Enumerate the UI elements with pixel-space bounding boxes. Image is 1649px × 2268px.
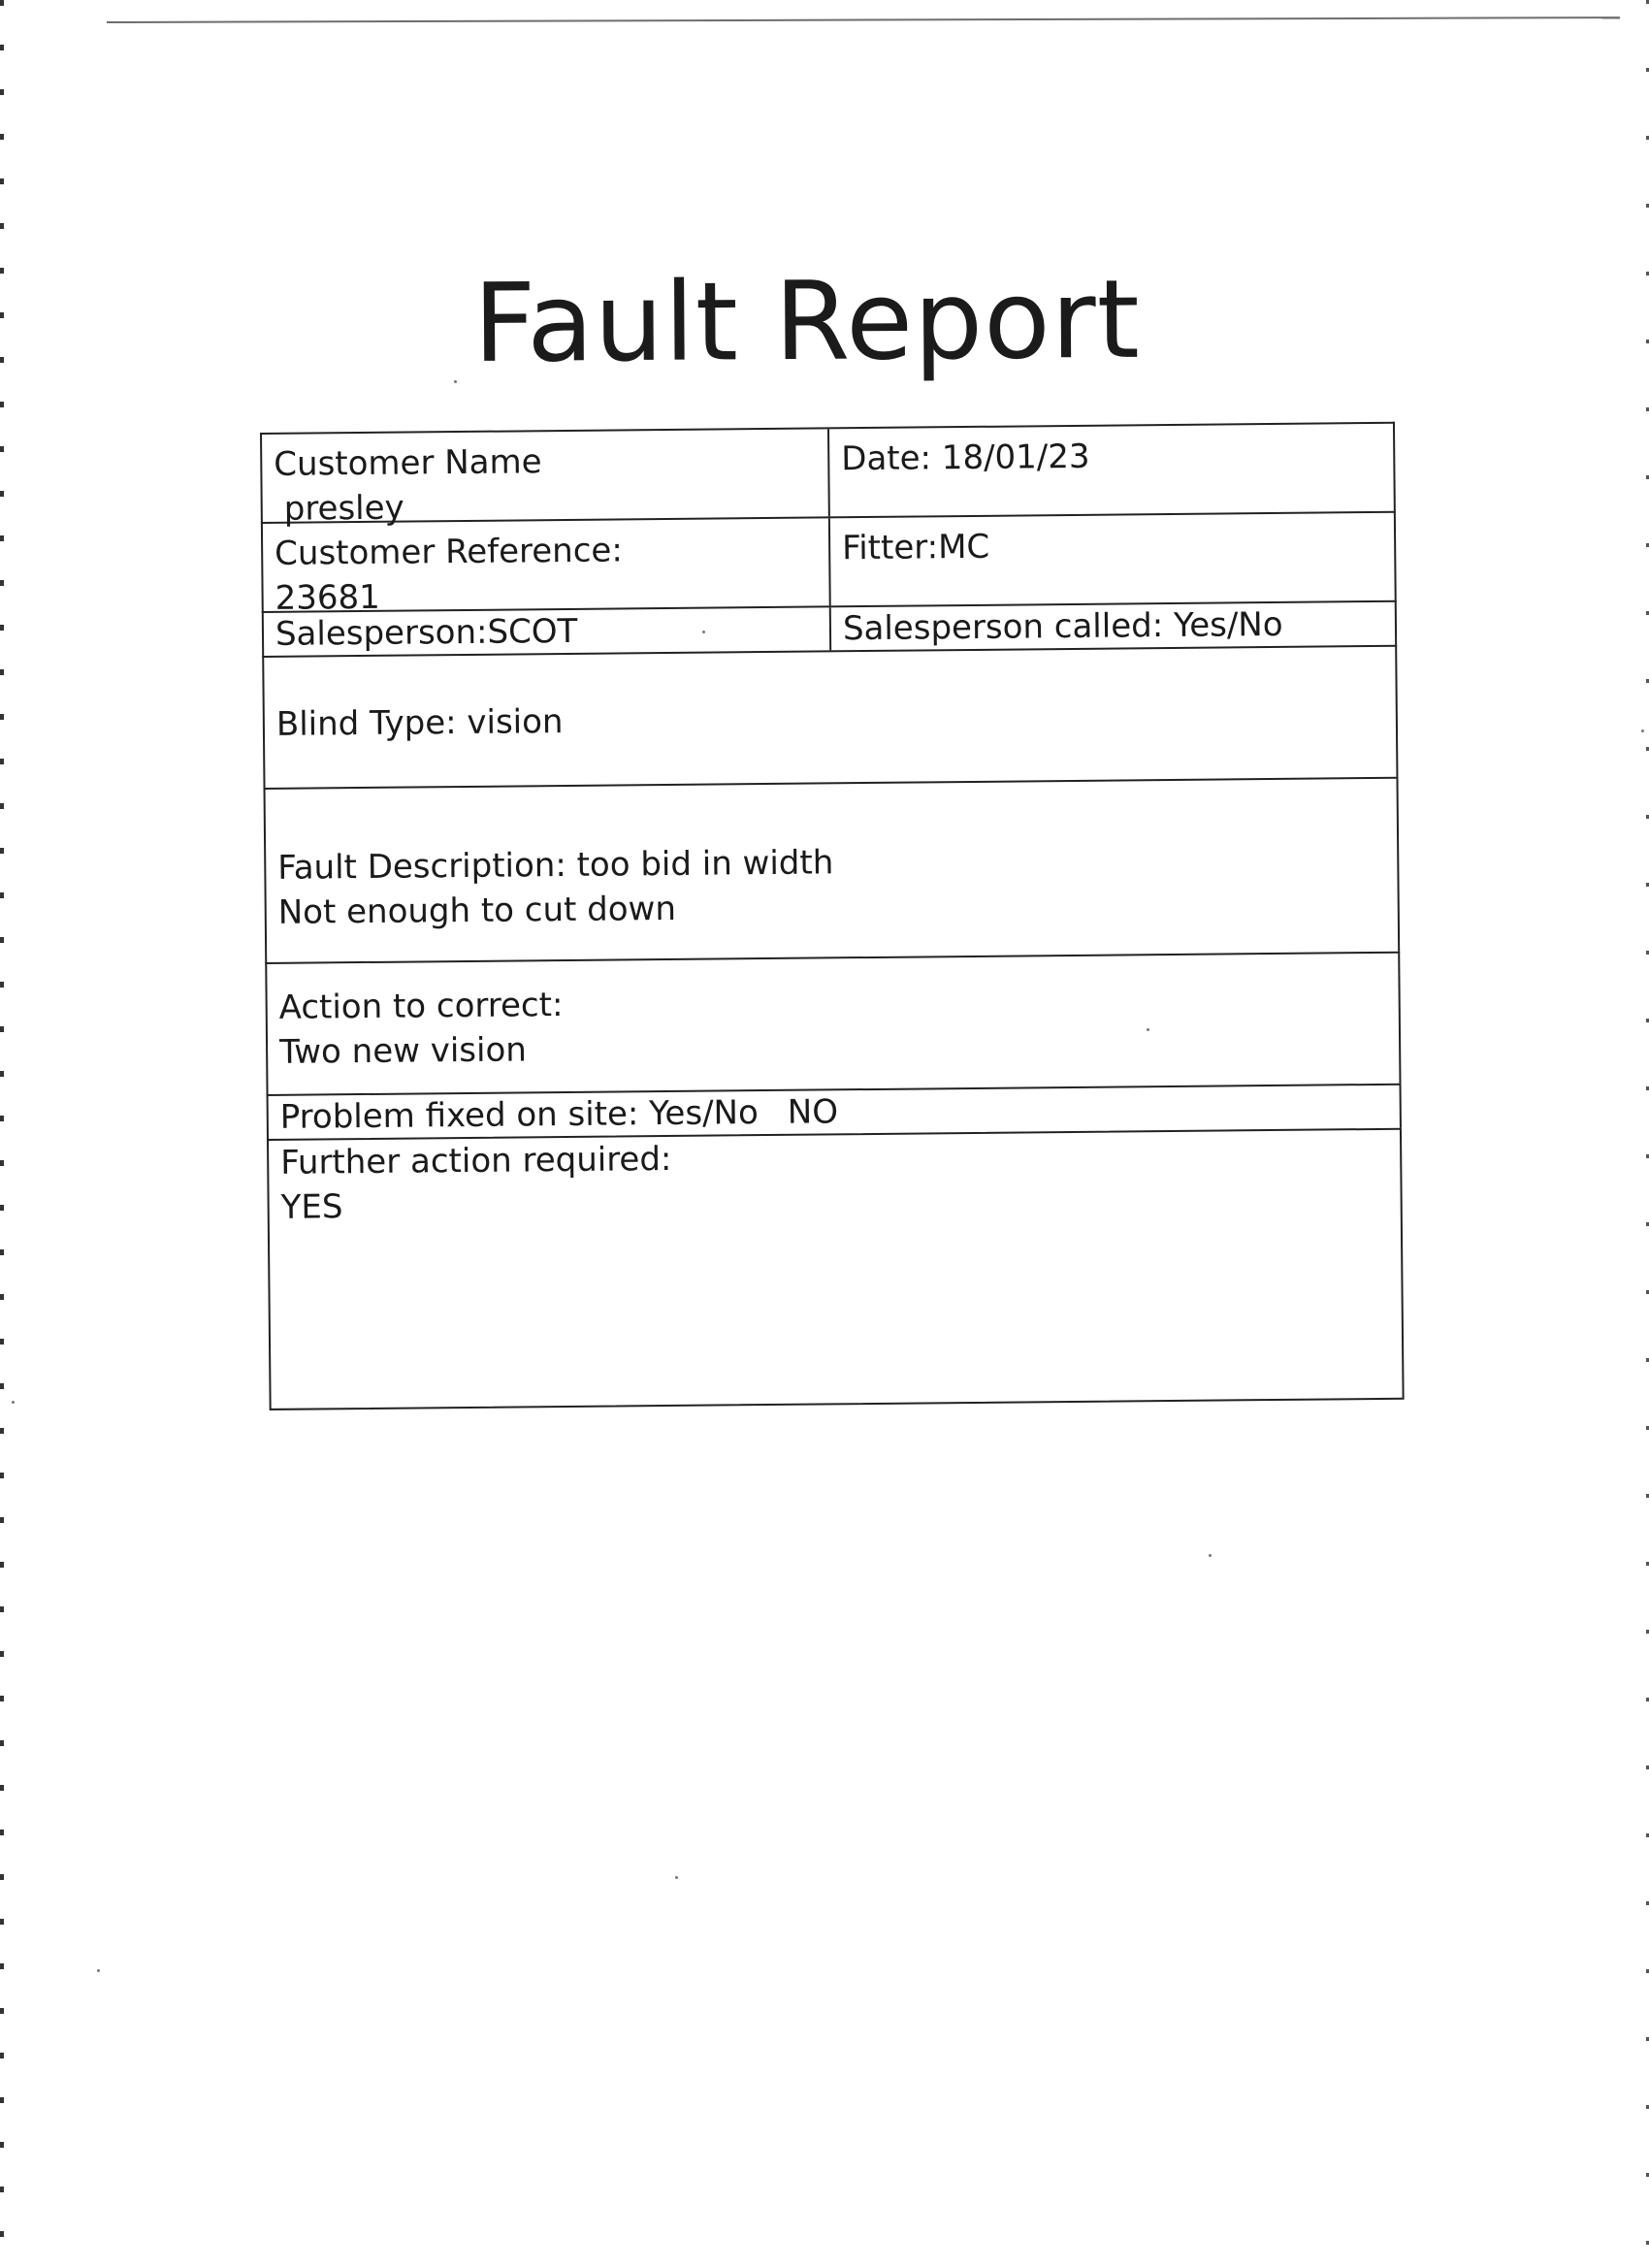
further-action-value: YES xyxy=(280,1187,343,1227)
fault-description-label: Fault Description: xyxy=(277,845,566,888)
customer-name-cell xyxy=(262,429,830,529)
further-action-label: Further action required: xyxy=(280,1139,672,1183)
date-cell xyxy=(829,424,1394,517)
fault-description-cell xyxy=(266,779,1399,962)
scan-speck xyxy=(1641,729,1644,732)
customer-reference-label: Customer Reference: xyxy=(275,531,624,573)
form-row-customer xyxy=(260,422,1396,529)
scan-left-edge xyxy=(0,0,4,2268)
page-title: Fault Report xyxy=(472,256,1142,387)
form-row-further-action xyxy=(267,1128,1405,1410)
fitter-cell xyxy=(830,513,1395,606)
fitter-value: MC xyxy=(937,527,990,567)
form-row-action xyxy=(265,952,1401,1094)
scan-speck xyxy=(454,380,457,383)
fault-description-line2: Not enough to cut down xyxy=(277,889,677,932)
scan-speck xyxy=(97,1969,100,1972)
action-cell xyxy=(267,954,1399,1094)
date-label: Date: xyxy=(841,438,932,479)
blind-type-cell xyxy=(264,647,1396,788)
customer-reference-value: 23681 xyxy=(275,577,380,618)
customer-name-value: presley xyxy=(283,488,404,529)
action-label: Action to correct: xyxy=(278,986,564,1027)
salesperson-called-label: Salesperson called: Yes/No xyxy=(842,604,1283,649)
action-value: Two new vision xyxy=(278,1030,528,1072)
scan-speck xyxy=(12,1401,15,1404)
further-action-cell xyxy=(269,1130,1403,1409)
form-row-fault-description xyxy=(264,777,1401,962)
date-value: 18/01/23 xyxy=(941,437,1090,478)
scan-top-line xyxy=(107,16,1620,23)
fault-report-form xyxy=(260,422,1405,1410)
blind-type-value: vision xyxy=(467,702,564,742)
fault-description-line1: too bid in width xyxy=(576,843,834,885)
form-row-blind-type xyxy=(262,645,1398,788)
customer-reference-cell xyxy=(263,518,831,618)
form-row-reference xyxy=(261,511,1397,618)
salesperson-called-cell xyxy=(831,602,1395,651)
scan-speck xyxy=(1209,1554,1212,1557)
problem-fixed-value: NO xyxy=(787,1092,839,1132)
salesperson-label: Salesperson: xyxy=(275,612,488,654)
customer-name-label: Customer Name xyxy=(274,442,542,484)
salesperson-cell xyxy=(264,607,831,656)
salesperson-value: SCOT xyxy=(487,611,578,652)
scan-speck xyxy=(675,1876,678,1879)
fitter-label: Fitter: xyxy=(841,528,939,568)
blind-type-label: Blind Type: xyxy=(275,703,457,744)
problem-fixed-label: Problem fixed on site: Yes/No xyxy=(279,1093,759,1137)
